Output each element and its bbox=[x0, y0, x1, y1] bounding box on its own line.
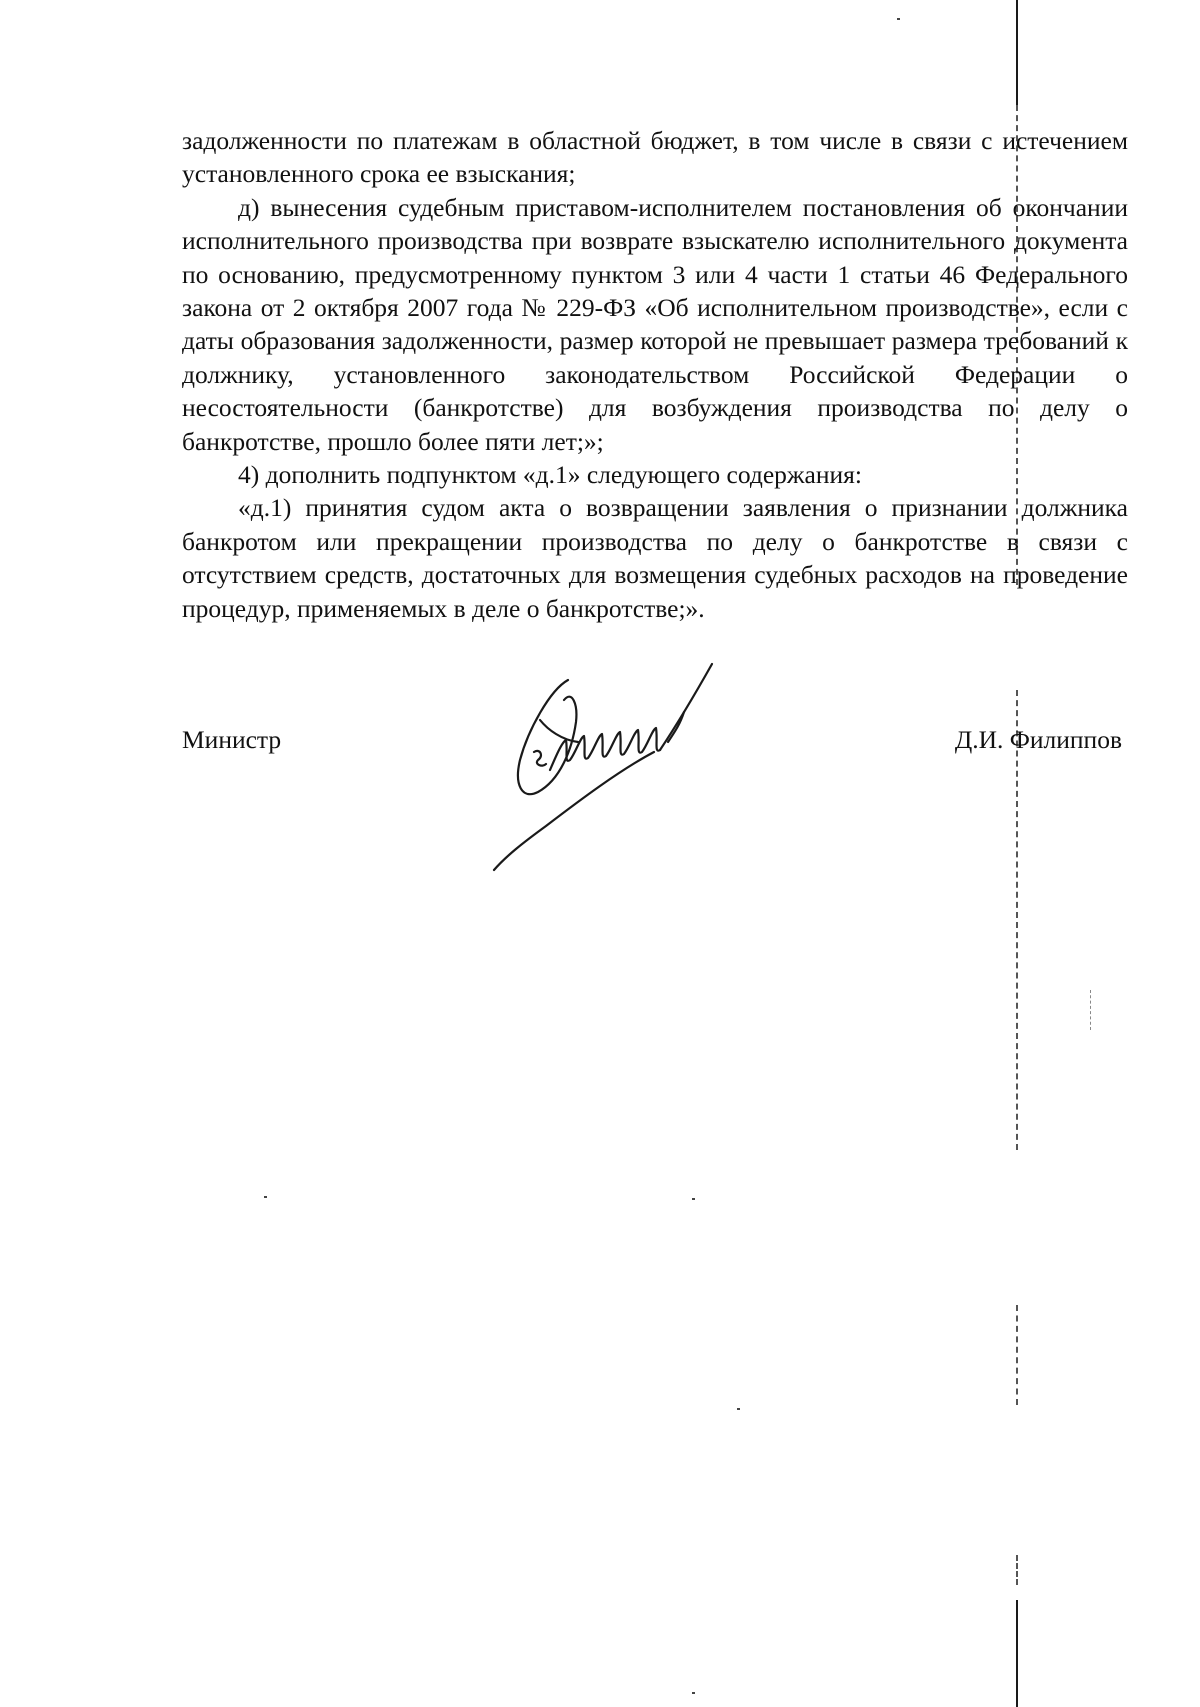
scan-speck bbox=[737, 1408, 740, 1410]
paragraph-item-d1: «д.1) принятия судом акта о возвращении заявления о признании должника банкротом или прекращении производства по делу о банкротстве в связи с отсутствием средств, достаточных для возмещения судебных расходов на проведение процедур, применяемых в деле о банкротстве;». bbox=[182, 493, 1128, 623]
scan-artifact-dashed-line bbox=[1016, 1555, 1018, 1585]
signer-title: Министр bbox=[182, 725, 282, 754]
scan-artifact-dashed-line bbox=[1090, 990, 1091, 1030]
scan-speck bbox=[692, 1198, 695, 1200]
signer-name: Д.И. Филиппов bbox=[954, 725, 1122, 754]
paragraph-item-4: 4) дополнить подпунктом «д.1» следующего содержания: bbox=[238, 460, 862, 490]
paragraph-continuation: задолженности по платежам в областной бюджет, в том числе в связи с истечением установленного срока ее взыскания; bbox=[182, 126, 1128, 189]
handwritten-signature bbox=[490, 660, 780, 880]
scan-artifact-line bbox=[1016, 0, 1018, 105]
document-body bbox=[182, 124, 1128, 625]
scan-speck bbox=[264, 1196, 267, 1198]
scan-speck bbox=[692, 1692, 695, 1694]
scan-artifact-line bbox=[1016, 1600, 1018, 1707]
scan-speck bbox=[897, 18, 900, 20]
scan-artifact-dashed-line bbox=[1016, 1305, 1018, 1405]
paragraph-item-d: д) вынесения судебным приставом-исполнителем постановления об окончании исполнительного производства при возврате взыскателю исполнительного документа по основанию, предусмотренному пунктом 3 или 4 части 1 статьи 46 Федерального закона от 2 октября 2007 года № 229-ФЗ «Об исполнительном производстве», если с даты образования задолженности, размер которой не превышает размера требований к должнику, установленного законодательством Российской Федерации о несостоятельности (банкротстве) для возбуждения производства по делу о банкротстве, прошло более пяти лет;»; bbox=[182, 192, 1128, 456]
